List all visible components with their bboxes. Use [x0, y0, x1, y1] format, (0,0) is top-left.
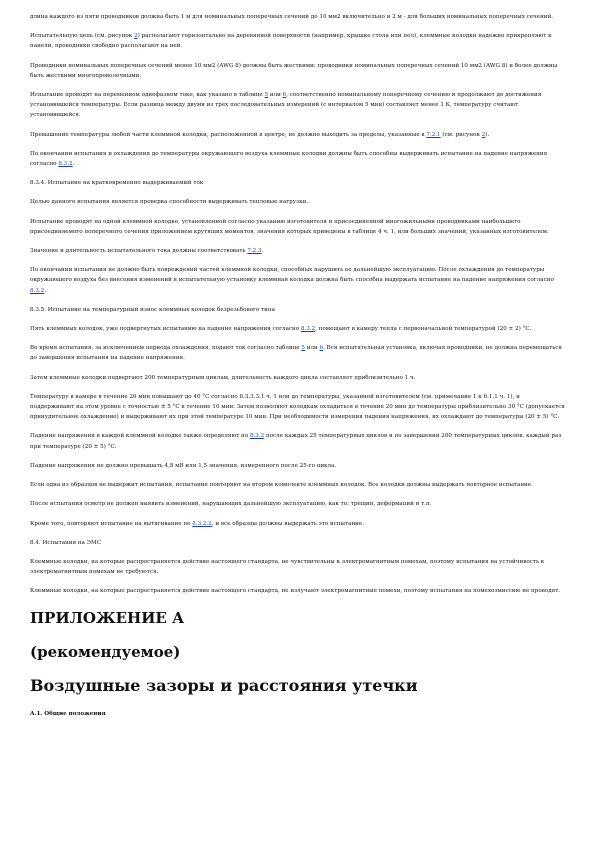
paragraph [30, 392, 565, 423]
paragraph-text: длина каждого из пяти проводников должна быть 1 м для номинальных поперечных сечений до 10 мм2 включительно и 2 м - для больших номинальных поперечных сечений. [30, 14, 554, 20]
paragraph-text: (см. рисунок [440, 131, 482, 138]
cross-reference-link[interactable]: 2 [134, 33, 138, 40]
paragraph [30, 373, 565, 383]
annex-title: ПРИЛОЖЕНИЕ А [30, 608, 185, 627]
paragraph-text: 8.3.5. Испытание на температурный износ клеммных колодок безрезьбового типа [30, 306, 275, 313]
paragraph-text: Во время испытания, за исключением периода охлаждения, подают ток согласно таблице [30, 345, 302, 352]
paragraph [30, 178, 565, 188]
cross-reference-link[interactable]: 7.2.1 [426, 131, 441, 138]
paragraph-text: 8.4. Испытания на ЭМС [30, 539, 101, 546]
paragraph-text: или [304, 345, 320, 352]
paragraph-text: ) располагают горизонтально на деревянной поверхности (например, крышке стола или пол), клеммные колодки надежно прикрепляют к панели, проводники свободно располагают на ней. [30, 33, 552, 50]
paragraph-text: По окончании испытания не должно быть повреждений частей клеммной колодки, способных нарушить ее дальнейшую эксплуатацию. После охлаждения до температуры окружающего воздуха без внесения изменений в испытательную установку клеммная колодка должна быть способна выдержать испытание на падение напряжения согласно [30, 267, 554, 284]
paragraph [30, 480, 565, 490]
paragraph-text: или [268, 92, 283, 99]
paragraph [30, 265, 565, 296]
section-heading: А.1. Общие положения [30, 710, 106, 717]
paragraph-text: Целью данного испытания является проверка способности выдерживать тепловые нагрузки. [30, 199, 309, 206]
paragraph [30, 431, 565, 451]
paragraph-text: . [261, 248, 264, 255]
paragraph [30, 305, 565, 315]
paragraph-text: Падение напряжения в каждой клеммной колодке также определяют по [30, 433, 250, 440]
paragraph [30, 586, 565, 596]
paragraph-text: , помещают в камеру тепла с первоначальной температурой (20 ± 2) °С. [315, 326, 532, 333]
cross-reference-link[interactable]: 6 [319, 345, 324, 352]
paragraph [30, 90, 565, 121]
paragraph-text: ). [485, 131, 490, 138]
paragraph-text: . [44, 287, 47, 294]
paragraph [30, 61, 565, 81]
paragraph [30, 12, 565, 22]
paragraph [30, 461, 565, 471]
paragraph [30, 149, 565, 169]
cross-reference-link[interactable]: 8.3.2 [30, 287, 45, 294]
paragraph-text: Если одна из образцов не выдержит испытания, испытание повторяют на втором комплекте клеммных колодок. Все колодки должны выдержать повторное испытание. [30, 482, 533, 489]
paragraph [30, 557, 565, 577]
paragraph-text: Падение напряжения не должно превышать 4,8 мВ или 1,5 значения, измеренного после 25-го цикла. [30, 462, 337, 469]
paragraph-text: Значение и длительность испытательного тока должны соответствовать [30, 248, 248, 255]
paragraph [30, 31, 565, 51]
paragraph-text: 8.3.4. Испытание на кратковременно выдерживаемый ток [30, 180, 204, 187]
paragraph-text: . [72, 161, 75, 168]
paragraph [30, 130, 565, 140]
paragraph-text: после каждых 25 температурных циклов и по завершении 200 температурных циклов, каждый раз при температуре (20 ± 5) °С. [30, 433, 562, 450]
document-body [30, 12, 565, 597]
paragraph-text: . Вся испытательная установка, включая проводники, не должна перемещаться до завершения испытания на падение напряжения. [30, 345, 562, 362]
paragraph [30, 217, 565, 237]
paragraph-text: Превышение температуры любой части клеммной колодки, расположенной в центре, не должно выходить за пределы, указанные в [30, 131, 427, 138]
paragraph [30, 197, 565, 207]
cross-reference-link[interactable]: 5 [301, 345, 305, 352]
paragraph-text: Клеммные колодки, на которые распространяется действие настоящего стандарта, не чувствительны к электромагнитным помехам, поэтому испытания на устойчивость к электромагнитным помехам не требуются. [30, 558, 545, 576]
cross-reference-link[interactable]: 8.3.2 [58, 161, 73, 168]
paragraph-text: Пять клеммных колодок, уже подвергнутых испытанию на падение напряжения согласно [30, 326, 301, 333]
paragraph-text: Проводники номинальных поперечных сечений менее 10 мм2 (AWG 8) должны быть жесткими; проводники номинальных поперечных сечений 10 мм2 (AWG 8) и более должны быть жесткими многопроволочными. [30, 62, 558, 79]
cross-reference-link[interactable]: 8.3.2 [300, 326, 316, 333]
cross-reference-link[interactable]: 2 [481, 131, 486, 138]
cross-reference-link[interactable]: 8.3.2.2 [192, 520, 212, 527]
cross-reference-link[interactable]: 6 [282, 92, 287, 99]
paragraph-text: Кроме того, повторяют испытание на вытягивание по [30, 520, 193, 527]
paragraph-text: , и все образцы должны выдержать это испытание. [211, 520, 364, 527]
paragraph [30, 343, 565, 363]
paragraph [30, 324, 565, 334]
paragraph-text: Испытание проводят на одной клеммной колодке, установленной согласно указанию изготовителя и присоединенной многожильными проводниками наибольшего присоединяемого поперечного сечения приложением крутящих моментов, значения которых приведены в таблице 4 ч. 1, или больших значений, указанных изготовителем. [30, 218, 549, 235]
cross-reference-link[interactable]: 8.3.2 [249, 433, 265, 440]
paragraph [30, 499, 565, 509]
annex-subject: Воздушные зазоры и расстояния утечки [30, 675, 418, 695]
paragraph [30, 246, 565, 256]
cross-reference-link[interactable]: 7.2.3 [247, 248, 262, 255]
cross-reference-link[interactable]: 5 [264, 92, 269, 99]
paragraph-text: Испытательную цепь (см. рисунок [30, 33, 135, 40]
paragraph-text: Затем клеммные колодки подвергают 200 температурным циклам, длительность каждого цикла составляет приблизительно 1 ч. [30, 374, 416, 381]
paragraph-text: Температуру в камере в течение 20 мин повышают до 40 °С согласно 8.3.3.3.1 ч. 1 или до температуры, указанной изготовителем (см. примечание 1 к 6.1.1 ч. 1), и поддерживают на этом уровне с точностью ± 5 °С в течение 10 мин. Затем позволяют колодкам охладиться в течение 20 мин до температуры приблизительно 30 °С (допускается принудительное охлаждение) и выдерживают их при этой температуре 10 мин. При необходимости измерения падения напряжения, их охлаждают до температуры (20 ± 5) °С. [30, 393, 565, 421]
paragraph-text: , соответственно номинальному поперечному сечению и продолжают до достижения установившейся температуры. Если разница между двумя из трех последовательных измерений (с интервалом 5 мин) составляет менее 1 К, температуру считают установившейся. [30, 92, 542, 119]
paragraph-text: После испытания осмотр не должен выявить изменений, нарушающих дальнейшую эксплуатацию, как то: трещин, деформаций и т.п. [30, 501, 432, 508]
paragraph [30, 538, 565, 548]
paragraph-text: Клеммные колодки, на которые распространяется действие настоящего стандарта, не излучают электромагнитные помехи, поэтому испытания на помехоэмиссию не проводят. [30, 588, 561, 595]
paragraph-text: По окончании испытания и охлаждения до температуры окружающего воздуха клеммные колодки должны быть способны выдерживать испытание на падение напряжения согласно [30, 150, 548, 168]
paragraph-text: Испытание проводят на переменном однофазном токе, как указано в таблице [30, 92, 265, 99]
annex-status: (рекомендуемое) [30, 642, 181, 661]
paragraph [30, 519, 565, 529]
